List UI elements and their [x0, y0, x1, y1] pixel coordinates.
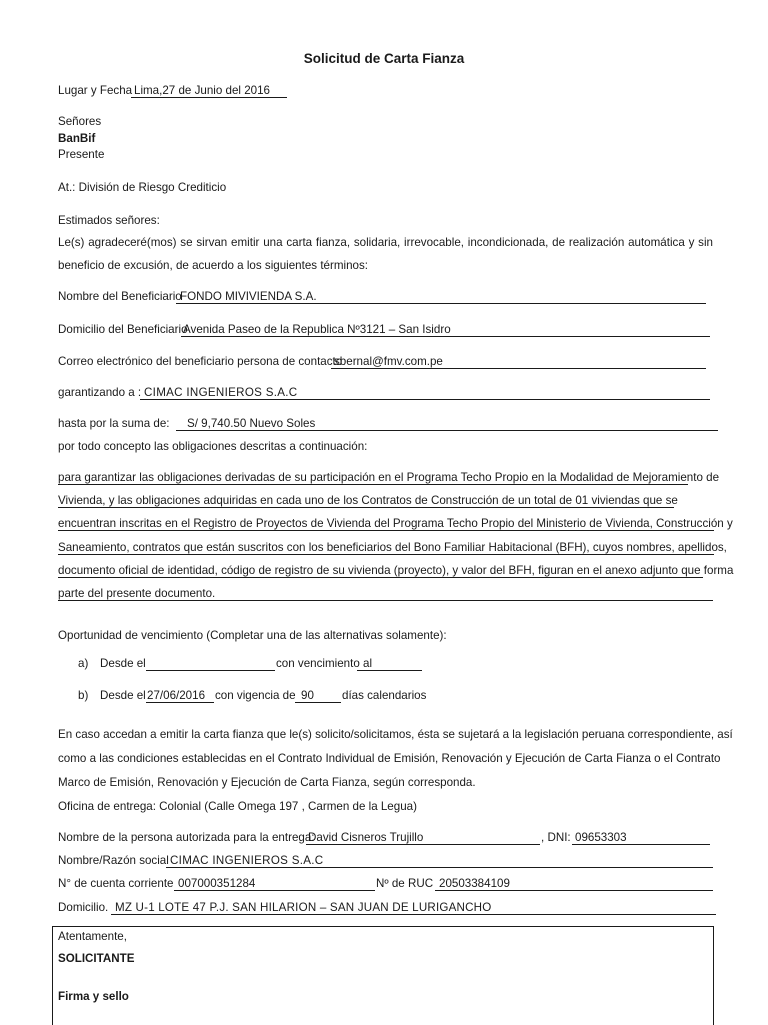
- solicitante-label: SOLICITANTE: [58, 952, 135, 965]
- obligacion-line-1: para garantizar las obligaciones derivadas de su participación en el Programa Techo Propio en la Modalidad de Mejoramiento de: [58, 471, 720, 484]
- obligacion-line-2: Vivienda, y las obligaciones adquiridas en cada uno de los Contratos de Construcción de un total de 01 viviendas que se: [58, 494, 678, 507]
- option-b-vigencia-label: con vigencia de: [215, 689, 296, 702]
- signature-box: [52, 926, 714, 1025]
- beneficiario-value: FONDO MIVIVIENDA S.A.: [180, 290, 317, 303]
- option-a-desde: Desde el: [100, 657, 146, 670]
- correo-underline: [331, 368, 706, 369]
- autorizada-value: David Cisneros Trujillo: [308, 831, 424, 844]
- ruc-label: Nº de RUC: [376, 877, 434, 890]
- caso-line-1: En caso accedan a emitir la carta fianza que le(s) solicito/solicitamos, ésta se sujetará a la legislación peruana correspondiente, así: [58, 728, 733, 741]
- obligacion-line-4: Saneamiento, contratos que están suscritos con los beneficiarios del Bono Familiar Habitacional (BFH), cuyos nombres, apellidos,: [58, 541, 727, 554]
- beneficiario-underline: [176, 303, 706, 304]
- garantizando-underline: [140, 399, 710, 400]
- lugar-underline: [131, 97, 287, 98]
- concepto-line: por todo concepto las obligaciones descritas a continuación:: [58, 440, 368, 453]
- domicilio2-value: MZ U-1 LOTE 47 P.J. SAN HILARION – SAN JUAN DE LURIGANCHO: [115, 901, 492, 914]
- domicilio-underline: [181, 336, 710, 337]
- lugar-label: Lugar y Fecha: [58, 84, 133, 97]
- ruc-underline: [435, 890, 713, 891]
- option-a-letter: a): [78, 657, 89, 670]
- autorizada-label: Nombre de la persona autorizada para la entrega:: [58, 831, 315, 844]
- razon-value: CIMAC INGENIEROS S.A.C: [170, 854, 324, 867]
- correo-label: Correo electrónico del beneficiario persona de contacto: [58, 355, 343, 368]
- senores-label: Señores: [58, 115, 102, 128]
- garantizando-value: CIMAC INGENIEROS S.A.C: [144, 386, 298, 399]
- document-title: Solicitud de Carta Fianza: [303, 51, 465, 66]
- option-a-desde-underline: [146, 670, 275, 671]
- obligacion-underline-3: [58, 530, 714, 531]
- cuenta-value: 007000351284: [178, 877, 256, 890]
- option-a-vencimiento-underline: [357, 670, 422, 671]
- obligacion-underline-2: [58, 507, 674, 508]
- option-b-fecha: 27/06/2016: [147, 689, 206, 702]
- intro-line-2: beneficio de excusión, de acuerdo a los siguientes términos:: [58, 259, 368, 272]
- domicilio-value: Avenida Paseo de la Republica Nº3121 – San Isidro: [183, 323, 451, 336]
- option-b-fecha-underline: [146, 702, 214, 703]
- dni-underline: [572, 844, 710, 845]
- obligacion-underline-4: [58, 554, 714, 555]
- obligacion-line-6: parte del presente documento.: [58, 587, 216, 600]
- domicilio2-label: Domicilio.: [58, 901, 109, 914]
- garantizando-label: garantizando a :: [58, 386, 142, 399]
- domicilio2-underline: [111, 914, 716, 915]
- option-b-dias-underline: [295, 702, 341, 703]
- dni-label: , DNI:: [541, 831, 571, 844]
- cuenta-label: N° de cuenta corriente: [58, 877, 174, 890]
- suma-underline: [176, 430, 718, 431]
- option-a-vencimiento: con vencimiento al: [276, 657, 373, 670]
- razon-underline: [166, 867, 713, 868]
- ruc-value: 20503384109: [439, 877, 510, 890]
- cuenta-underline: [174, 890, 375, 891]
- bank-name: BanBif: [58, 132, 96, 145]
- suma-label: hasta por la suma de:: [58, 417, 170, 430]
- obligacion-underline-6: [58, 600, 713, 601]
- presente-label: Presente: [58, 148, 105, 161]
- suma-value: S/ 9,740.50 Nuevo Soles: [187, 417, 316, 430]
- obligacion-underline-1: [58, 484, 688, 485]
- oficina-line: Oficina de entrega: Colonial (Calle Omega 197 , Carmen de la Legua): [58, 800, 417, 813]
- oportunidad-line: Oportunidad de vencimiento (Completar una de las alternativas solamente):: [58, 629, 447, 642]
- firma-label: Firma y sello: [58, 990, 129, 1003]
- attention-line: At.: División de Riesgo Crediticio: [58, 181, 227, 194]
- dni-value: 09653303: [575, 831, 627, 844]
- beneficiario-label: Nombre del Beneficiario: [58, 290, 182, 303]
- razon-label: Nombre/Razón social: [58, 854, 169, 867]
- intro-line-1: Le(s) agradeceré(mos) se sirvan emitir una carta fianza, solidaria, irrevocable, incondicionada, de realización automática y sin: [58, 236, 713, 249]
- greeting: Estimados señores:: [58, 214, 160, 227]
- obligacion-line-5: documento oficial de identidad, código de registro de su vivienda (proyecto), y valor del BFH, figuran en el anexo adjunto que forma: [58, 564, 734, 577]
- option-b-dias-label: días calendarios: [342, 689, 427, 702]
- option-b-desde: Desde el: [100, 689, 146, 702]
- atentamente-label: Atentamente,: [58, 930, 127, 943]
- caso-line-2: como a las condiciones establecidas en el Contrato Individual de Emisión, Renovación y Ejecución de Carta Fianza o el Contrato: [58, 752, 721, 765]
- obligacion-line-3: encuentran inscritas en el Registro de Proyectos de Vivienda del Programa Techo Propio del Ministerio de Vivienda, Construcción y: [58, 517, 733, 530]
- lugar-value: Lima,27 de Junio del 2016: [134, 84, 271, 97]
- domicilio-label: Domicilio del Beneficiario: [58, 323, 188, 336]
- autorizada-underline: [306, 844, 540, 845]
- option-b-letter: b): [78, 689, 89, 702]
- option-b-dias: 90: [301, 689, 314, 702]
- correo-value: sbernal@fmv.com.pe: [334, 355, 443, 368]
- caso-line-3: Marco de Emisión, Renovación y Ejecución de Carta Fianza, según corresponda.: [58, 776, 476, 789]
- obligacion-underline-5: [58, 577, 703, 578]
